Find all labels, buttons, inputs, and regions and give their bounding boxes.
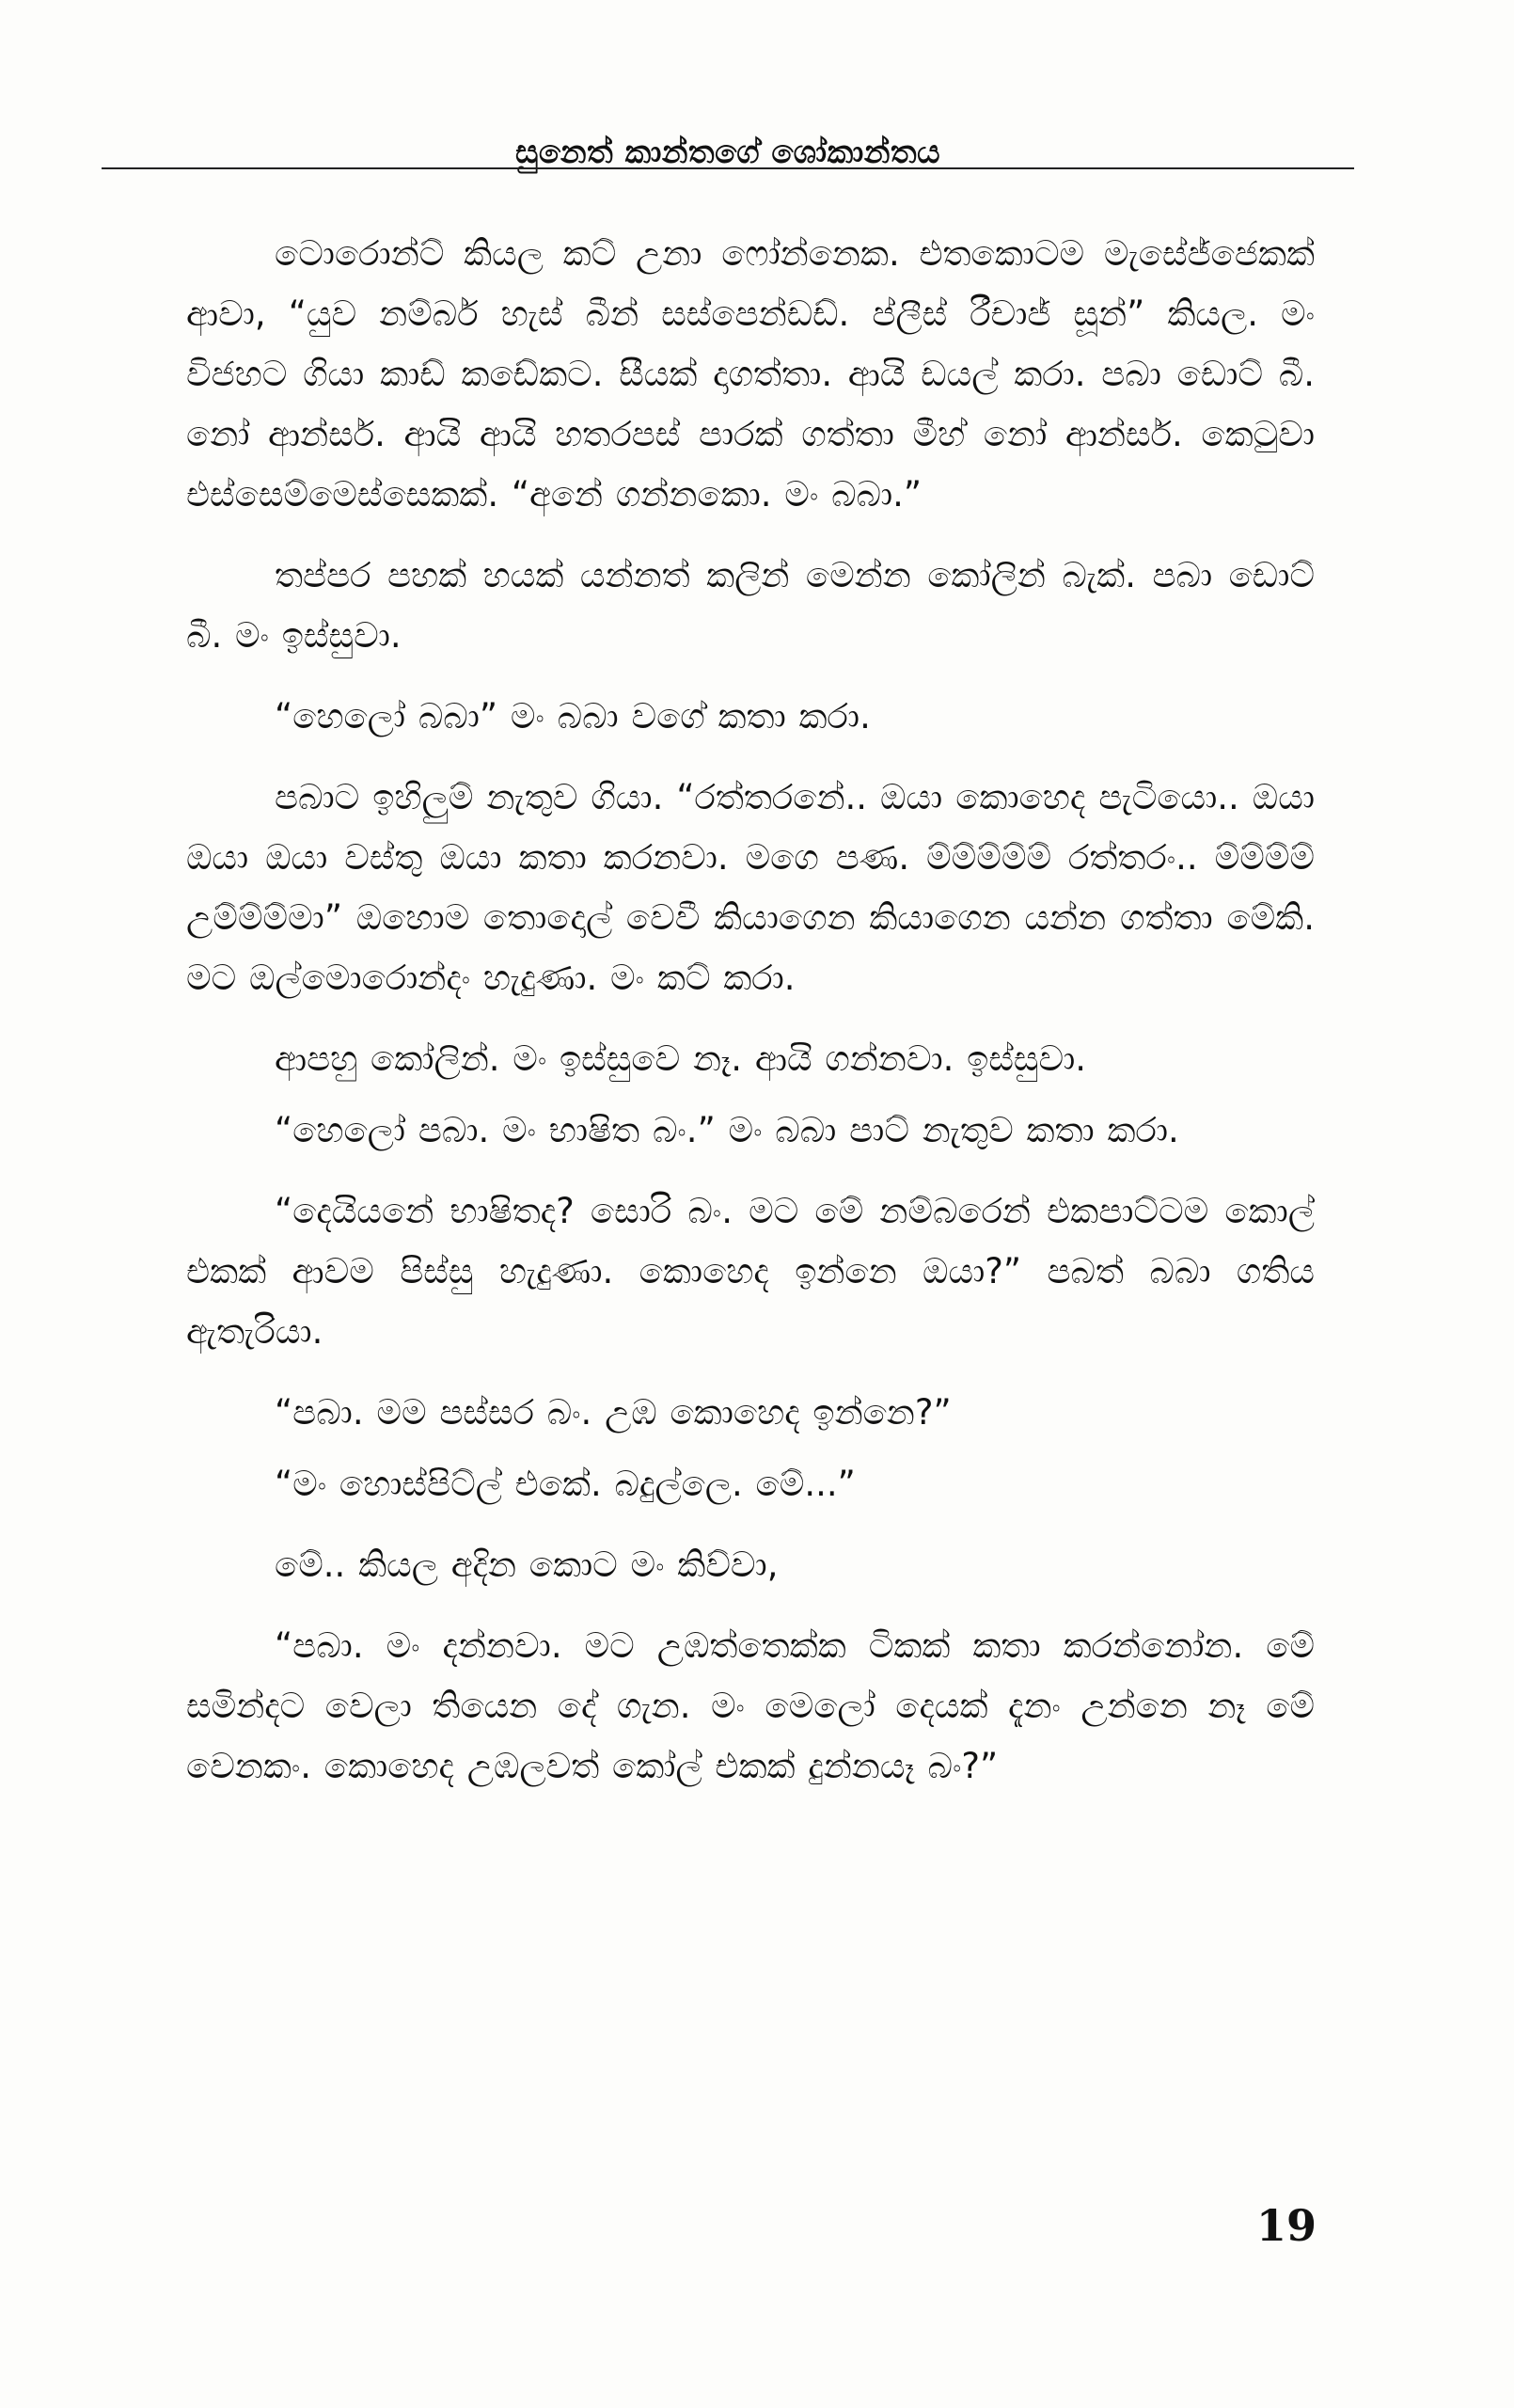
paragraph: “මං හොස්පිට්ල් එකේ. බදුල්ලෙ. මේ...” [275, 1464, 856, 1504]
paragraph: පබාට ඉහිලුම් නැතුව ගියා. “රත්තරනේ.. ඔයා කොහෙද පැටියො.. ඔයා ඔයා ඔයා වස්තු ඔයා කතා කරනවා. මගෙ පණ. ම්ම්ම්ම්ම් රත්තරං.. ම්ම්ම්ම් උම්ම්ම්මා” ඔහොම තොදොල් වෙවී කියාගෙන කියාගෙන යන්න ගත්තා මේකි. මට ඔල්මොරොන්දං හැදුණා. මං කට් කරා. [186, 777, 1315, 998]
body-text [186, 224, 1315, 1817]
running-title: සුනෙත් කාන්තගේ ශෝකාන්තය [514, 134, 941, 171]
header-rule [102, 167, 1354, 169]
paragraph: මේ.. කියල අදින කොට මං කිව්වා, [275, 1545, 779, 1585]
paragraph: ආපහු කෝලින්. මං ඉස්සුවෙ නෑ. ආයි ගන්නවා. ඉස්සුවා. [275, 1038, 1087, 1079]
paragraph: “හෙලෝ පබා. මං භාෂිත බං.” මං බබා පාට් නැතුව කතා කරා. [275, 1110, 1179, 1150]
paragraph: තප්පර පහක් හයක් යන්නත් කලින් මෙන්න කෝලින් බැක්. පබා ඩොට් බී. මං ඉස්සුවා. [186, 555, 1315, 656]
paragraph: “පබා. මම පස්සර බං. උඹ කොහෙද ඉන්නෙ?” [275, 1392, 952, 1433]
paragraph: “දෙයියනේ භාෂිතද? සොරි බං. මට මේ නම්බරෙන් එකපාට්ටම කොල් එකක් ආවම පිස්සු හැදුණා. කොහෙද ඉන්නෙ ඔයා?” පබත් බබා ගතිය ඇතැරියා. [186, 1191, 1315, 1352]
page-number: 19 [1255, 2200, 1317, 2251]
paragraph: ටොරොන්ට් කියල කට් උනා ෆෝන්නෙක. එතකොටම මැසේජ්ජෙකක් ආවා, “යුව නම්බර් හැස් බීන් සස්පෙන්ඩඩ්. ප්ලීස් රීචාජ් සූන්” කියල. මං විජහට ගියා කාඩ් කඩේකට. සීයක් දාගත්තා. ආයි ඩයල් කරා. පබා ඩොට් බී. නෝ ආන්සර්. ආයි ආයි හතරපස් පාරක් ගත්තා මීහ් නෝ ආන්සර්. කෙටුවා එස්සෙම්මෙස්සෙකක්. “අනේ ගන්නකො. මං බබා.” [186, 233, 1315, 515]
paragraph: “පබා. මං දන්නවා. මට උඹත්තෙක්ක ටිකක් කතා කරන්නෝන. මේ සමින්දට වෙලා තියෙන දේ ගැන. මං මෙලෝ දෙයක් දැනං උන්නෙ නෑ මේ වෙනකං. කොහෙද උඹලවත් කෝල් එකක් දුන්නයෑ බං?” [186, 1625, 1315, 1786]
paragraph: “හෙලෝ බබා” මං බබා වගේ කතා කරා. [275, 696, 871, 737]
